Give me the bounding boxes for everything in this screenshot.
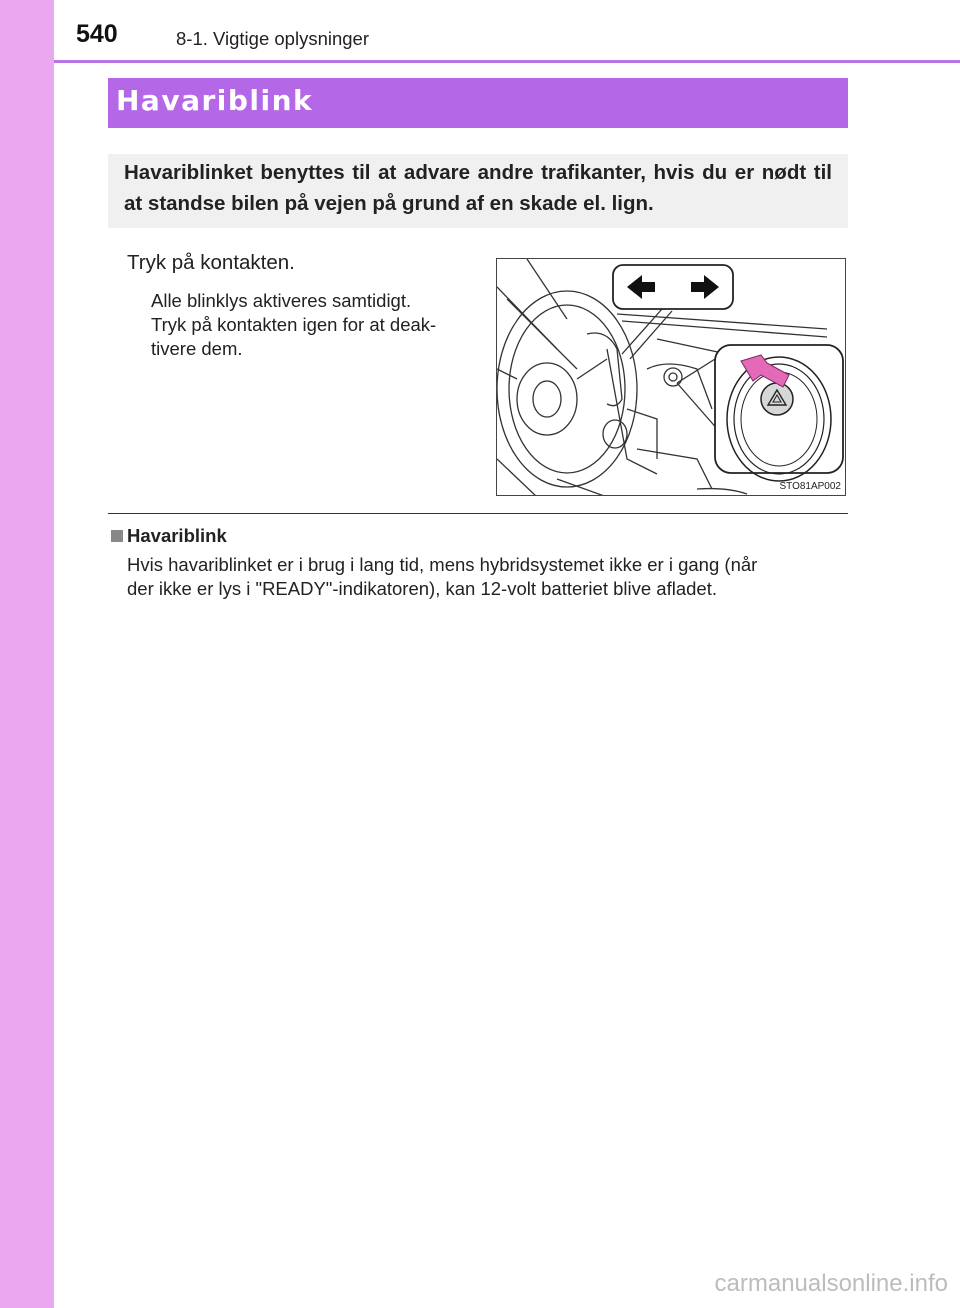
step-detail-line: Alle blinklys aktiveres samtidigt. xyxy=(151,290,412,311)
watermark: carmanualsonline.info xyxy=(714,1270,948,1297)
square-bullet-icon xyxy=(111,530,123,542)
intro-text: Havariblinket benyttes til at advare andre trafikanter, hvis du er nødt til at standse bilen på vejen på grund af en skade el. lign. xyxy=(124,161,832,215)
dashboard-drawing xyxy=(497,259,846,496)
step-detail xyxy=(151,289,481,361)
side-tab-strip xyxy=(0,0,54,1308)
step-detail-line: tivere dem. xyxy=(151,338,243,359)
page-title: Havariblink xyxy=(116,84,314,117)
hazard-switch-illustration xyxy=(496,258,846,496)
page-number: 540 xyxy=(76,20,118,48)
note-body-line: der ikke er lys i "READY"-indikatoren), kan 12-volt batteriet blive afladet. xyxy=(127,578,717,599)
figure-code: STO81AP002 xyxy=(779,481,841,492)
note-body xyxy=(127,553,847,601)
step-detail-line: Tryk på kontakten igen for at deak- xyxy=(151,314,437,335)
note-title: Havariblink xyxy=(127,525,227,546)
header-divider xyxy=(54,60,960,63)
section-divider xyxy=(108,513,848,514)
note-body-line: Hvis havariblinket er i brug i lang tid, mens hybridsystemet ikke er i gang (når xyxy=(127,554,758,575)
step-instruction: Tryk på kontakten. xyxy=(127,251,295,274)
section-title: 8-1. Vigtige oplysninger xyxy=(176,28,370,49)
